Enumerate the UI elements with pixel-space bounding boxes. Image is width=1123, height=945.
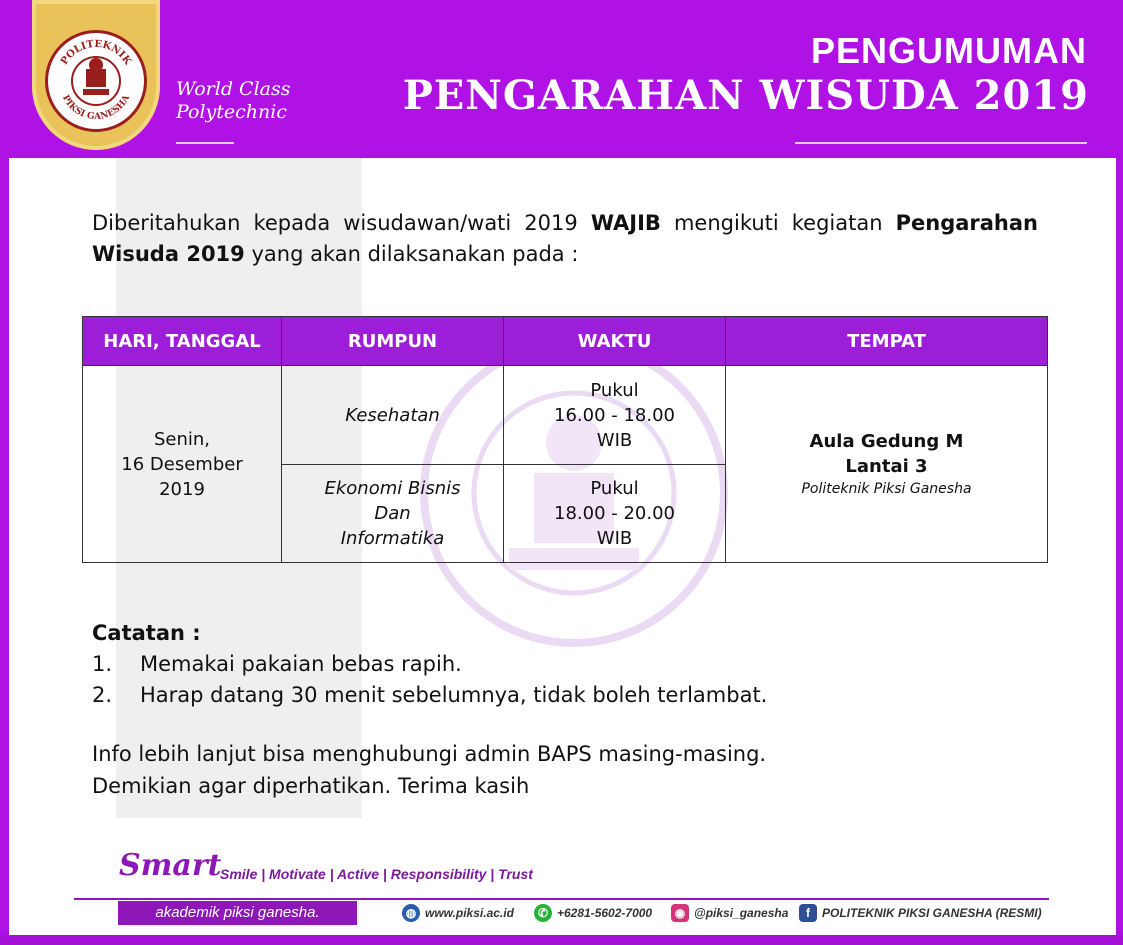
intro-text-1: Diberitahukan kepada wisudawan/wati 2019 — [92, 211, 591, 235]
cell-rumpun — [282, 465, 504, 563]
facebook-text: POLITEKNIK PIKSI GANESHA (RESMI) — [822, 906, 1042, 920]
list-item — [92, 680, 767, 711]
cell-tempat — [726, 366, 1048, 563]
core-values: Smile | Motivate | Active | Responsibility | Trust — [220, 866, 533, 882]
tagline — [176, 78, 290, 124]
schedule-table — [82, 316, 1048, 563]
list-item — [92, 649, 767, 680]
year-line: 2019 — [159, 478, 205, 500]
svg-text:PIKSI GANESHA: PIKSI GANESHA — [59, 93, 133, 123]
phone-text: +6281-5602-7000 — [557, 906, 653, 920]
table-row — [83, 366, 1048, 465]
note-text: Harap datang 30 menit sebelumnya, tidak boleh terlambat. — [140, 683, 768, 707]
facebook-link[interactable] — [799, 904, 1042, 922]
bottom-frame-border — [0, 935, 1123, 945]
tagline-line1: World Class — [176, 78, 291, 100]
venue-institution: Politeknik Piksi Ganesha — [801, 481, 972, 497]
cell-waktu — [504, 465, 726, 563]
politeknik-logo — [45, 30, 147, 132]
website-text: www.piksi.ac.id — [425, 906, 514, 920]
cell-rumpun — [282, 366, 504, 465]
waktu-label: Pukul — [590, 379, 639, 401]
venue-floor: Lantai 3 — [845, 456, 928, 477]
closing-info: Info lebih lanjut bisa menghubungi admin BAPS masing-masing. — [92, 742, 767, 766]
cell-waktu — [504, 366, 726, 465]
title-divider — [795, 142, 1087, 144]
table-header-row — [83, 317, 1048, 366]
intro-text-2: mengikuti kegiatan — [660, 211, 896, 235]
rumpun-text: Kesehatan — [345, 404, 440, 426]
closing-section — [92, 738, 766, 802]
intro-wajib: WAJIB — [590, 211, 661, 235]
cell-day — [83, 366, 282, 563]
whatsapp-icon: ✆ — [534, 904, 552, 922]
header-waktu: WAKTU — [504, 317, 726, 366]
intro-text-3: yang akan dilaksanakan pada : — [244, 242, 579, 266]
waktu-range: 16.00 - 18.00 — [554, 404, 675, 426]
waktu-zone: WIB — [596, 528, 633, 549]
date-line: 16 Desember — [121, 453, 243, 475]
intro-paragraph — [92, 208, 1038, 270]
website-link[interactable] — [402, 904, 514, 922]
whatsapp-contact[interactable] — [534, 904, 652, 922]
waktu-label: Pukul — [590, 478, 639, 499]
header-tempat: TEMPAT — [726, 317, 1048, 366]
instagram-link[interactable] — [671, 904, 788, 922]
facebook-icon: f — [799, 904, 817, 922]
page-title: PENGARAHAN WISUDA 2019 — [402, 72, 1089, 119]
rumpun-text: Ekonomi Bisnis — [324, 478, 461, 499]
closing-thanks: Demikian agar diperhatikan. Terima kasih — [92, 774, 530, 798]
globe-icon: ◍ — [402, 904, 420, 922]
waktu-zone: WIB — [596, 429, 633, 451]
rumpun-text: Dan — [374, 503, 411, 524]
rumpun-text: Informatika — [340, 528, 445, 549]
note-number: 1. — [92, 652, 113, 676]
waktu-range: 18.00 - 20.00 — [554, 503, 675, 524]
logo-badge — [32, 0, 160, 150]
intro-event-name: Pengarahan Wisuda 2019 — [92, 211, 1038, 266]
venue-name: Aula Gedung M — [809, 431, 964, 452]
note-number: 2. — [92, 683, 113, 707]
note-text: Memakai pakaian bebas rapih. — [140, 652, 462, 676]
svg-text:POLITEKNIK: POLITEKNIK — [58, 38, 134, 67]
tagline-line2: Polytechnic — [176, 101, 287, 123]
smart-wordmark: Smart — [119, 848, 222, 883]
announcement-label: PENGUMUMAN — [811, 30, 1087, 71]
instagram-icon: ◉ — [671, 904, 689, 922]
notes-heading: Catatan : — [92, 621, 201, 645]
day-line: Senin, — [153, 428, 211, 450]
instagram-text: @piksi_ganesha — [694, 906, 789, 920]
logo-emblem-icon — [48, 33, 144, 129]
header-rumpun: RUMPUN — [282, 317, 504, 366]
header-hari-tanggal: HARI, TANGGAL — [83, 317, 282, 366]
footer-bar: akademik piksi ganesha. — [118, 901, 357, 925]
tagline-divider — [176, 142, 234, 144]
notes-section — [92, 618, 767, 711]
footer-divider — [74, 898, 1049, 900]
content-panel — [9, 158, 1116, 935]
